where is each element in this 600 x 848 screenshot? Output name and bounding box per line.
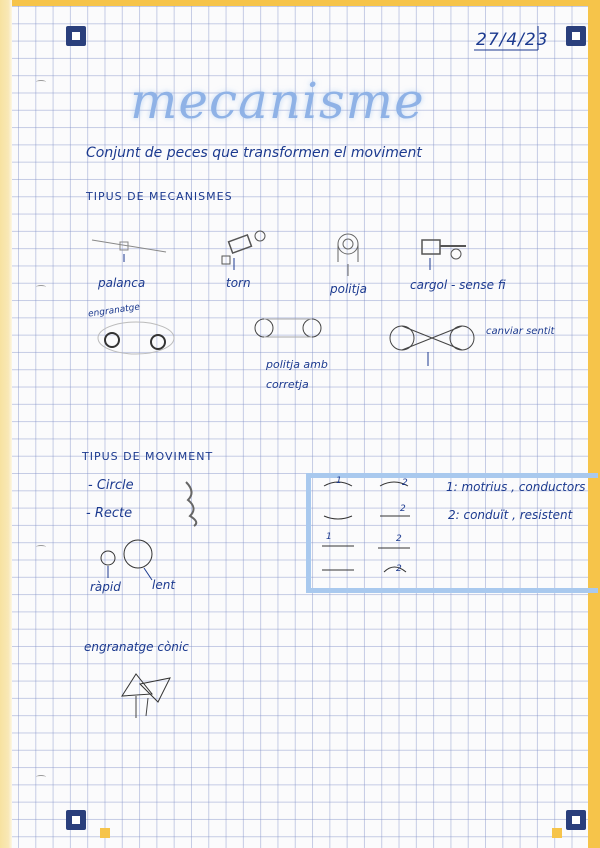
label-canviar-sentit: canviar sentit [486, 326, 555, 337]
definition-text: Conjunt de peces que transformen el moviment [86, 145, 422, 161]
section-heading-movement: TIPUS DE MOVIMENT [82, 450, 214, 463]
winch-sketch-icon [216, 228, 272, 272]
conic-gear-sketch-icon [118, 666, 174, 720]
legend-label: 2 [396, 564, 402, 574]
movement-item-circle: - Circle [88, 478, 134, 493]
section-heading-conic: engranatge cònic [84, 640, 189, 654]
corner-marker-icon [66, 26, 86, 46]
yellow-square [100, 828, 110, 838]
legend-label: 1 [336, 476, 342, 486]
corner-marker-icon [566, 26, 586, 46]
punch-mark [36, 285, 46, 289]
legend-label: 2 [402, 478, 408, 488]
rotation-symbols-icon [318, 476, 418, 580]
legend-label: 2 [400, 504, 406, 514]
legend-label: 2 [396, 534, 402, 544]
belt-pulley-sketch-icon [252, 316, 328, 342]
corner-marker-icon [566, 810, 586, 830]
pulley-sketch-icon [330, 232, 370, 276]
legend-line-1: 1: motrius , conductors [446, 480, 586, 494]
page-title: mecanisme [130, 72, 425, 130]
label-cargol: cargol - sense fi [410, 278, 506, 292]
movement-item-recte: - Recte [86, 506, 133, 521]
lever-sketch-icon [90, 232, 170, 262]
section-heading-mechanisms: TIPUS DE MECANISMES [86, 190, 233, 203]
label-corretja: corretja [266, 378, 309, 391]
label-politja-amb: politja amb [266, 358, 328, 371]
label-engranatge: engranatge [87, 302, 141, 320]
corner-marker-icon [66, 810, 86, 830]
label-lent: lent [152, 578, 176, 592]
right-border [588, 0, 600, 848]
worm-gear-sketch-icon [416, 236, 470, 272]
punch-mark [36, 545, 46, 549]
date: 27/4/23 [476, 30, 549, 50]
date-underline [472, 24, 542, 54]
chain-sketch-icon [180, 478, 208, 528]
label-rapid: ràpid [90, 580, 121, 594]
top-border [12, 0, 600, 6]
legend-label: 1 [326, 532, 332, 542]
label-politja: politja [330, 282, 368, 296]
punch-mark [36, 80, 46, 84]
label-torn: torn [226, 276, 251, 290]
label-palanca: palanca [98, 276, 146, 290]
legend-line-2: 2: conduït , resistent [448, 508, 573, 522]
yellow-square [552, 828, 562, 838]
crossed-belt-sketch-icon [388, 318, 478, 368]
gear-sketch-icon [96, 318, 180, 358]
punch-mark [36, 775, 46, 779]
